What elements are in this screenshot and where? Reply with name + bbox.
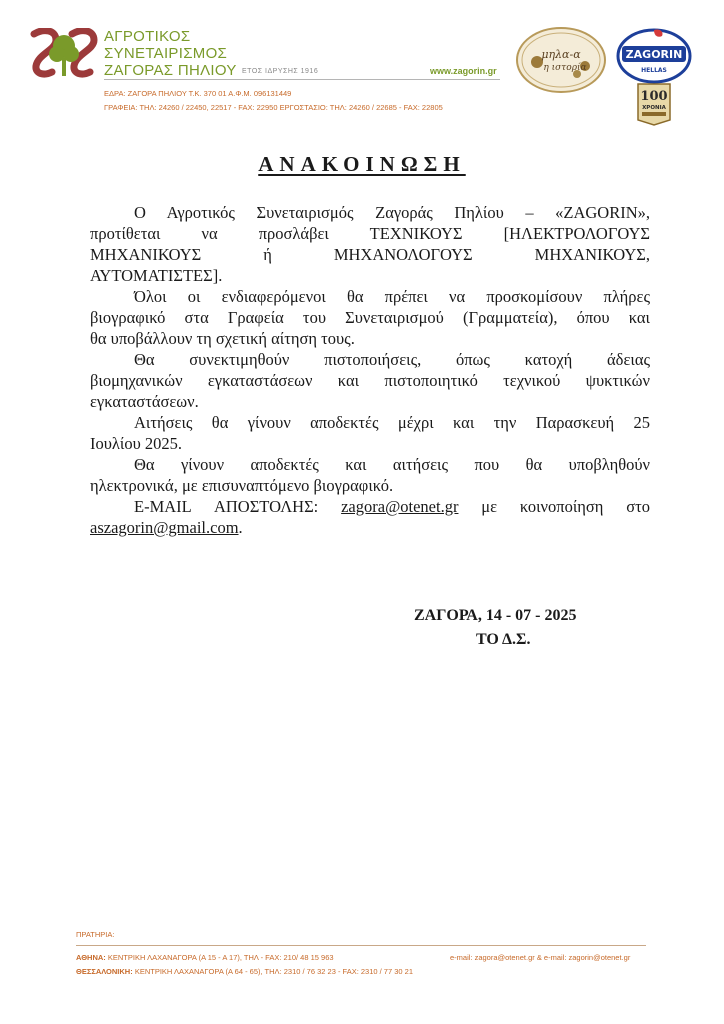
signature-block — [414, 604, 634, 652]
text-line: Αιτήσεις θα γίνουν αποδεκτές μέχρι και την Παρασκευή 25 — [134, 413, 650, 432]
years-label: ΧΡΟΝΙΑ — [642, 105, 666, 111]
text-line: Ιουλίου 2025. — [90, 434, 183, 453]
paragraph-email — [90, 496, 650, 538]
footer-emails: e-mail: zagora@otenet.gr & e-mail: zagorin@otenet.gr — [450, 953, 631, 962]
email-end: . — [238, 518, 243, 537]
website-link[interactable]: www.zagorin.gr — [430, 66, 497, 76]
paragraph-positions — [90, 202, 650, 286]
thessaloniki-address: ΚΕΝΤΡΙΚΗ ΛΑΧΑΝΑΓΟΡΑ (Α 64 - 65), ΤΗΛ: 2310 / 76 32 23 - FAX: 2310 / 77 30 21 — [134, 967, 413, 976]
stores-label: ΠΡΑΤΗΡΙΑ: — [76, 930, 115, 939]
office-phones: ΓΡΑΦΕΙΑ: ΤΗΛ: 24260 / 22450, 22517 - FAX: 22950 ΕΡΓΟΣΤΑΣΙΟ: ΤΗΛ: 24260 / 22685 - FAX: 22805 — [104, 103, 443, 112]
org-name-line-3: ΖΑΓΟΡΑΣ ΠΗΛΙΟΥ — [104, 62, 237, 79]
paragraph-electronic — [90, 454, 650, 496]
letterhead — [0, 0, 724, 130]
text-line: Θα γίνουν αποδεκτές και αιτήσεις που θα υποβληθούν — [134, 455, 650, 474]
thessaloniki-city: ΘΕΣΣΑΛΟΝΙΚΗ: — [76, 967, 133, 976]
text-line: Όλοι οι ενδιαφερόμενοι θα πρέπει να προσκομίσουν πλήρες — [134, 287, 650, 306]
announcement-body — [90, 202, 650, 538]
board-signature: ΤΟ Δ.Σ. — [476, 631, 531, 648]
text-line: ΜΗΧΑΝΙΚΟΥΣ ή ΜΗΧΑΝΟΛΟΓΟΥΣ ΜΗΧΑΝΙΚΟΥΣ, — [90, 245, 650, 264]
header-divider — [104, 79, 500, 80]
thessaloniki-store — [76, 967, 413, 976]
text-line: προτίθεται να προσλάβει ΤΕΧΝΙΚΟΥΣ [ΗΛΕΚΤΡΟΛΟΓΟΥΣ — [90, 224, 650, 243]
text-line: Θα συνεκτιμηθούν πιστοποιήσεις, όπως κατοχή άδειας — [134, 350, 650, 369]
text-line: βιομηχανικών εγκαταστάσεων και πιστοποιητικό τεχνικού ψυκτικών — [90, 371, 650, 390]
text-line: θα υποβάλλουν τη σχετική αίτηση τους. — [90, 329, 355, 348]
text-line: εγκαταστάσεων. — [90, 392, 199, 411]
text-line: βιογραφικό στα Γραφεία του Συνεταιρισμού (Γραμματεία), όπου και — [90, 308, 650, 327]
hundred-years-badge — [634, 80, 674, 126]
text-line: Ο Αγροτικός Συνεταιρισμός Ζαγοράς Πηλίου – «ZAGORIN», — [134, 203, 650, 222]
email-line — [90, 496, 650, 517]
cooperative-logo — [30, 28, 98, 78]
organization-name — [104, 28, 237, 79]
announcement-title — [0, 152, 724, 177]
history-badge-line-2: η ιστορία — [543, 63, 587, 73]
text-line: ηλεκτρονικά, με επισυναπτόμενο βιογραφικό. — [90, 476, 394, 495]
history-badge-line-1: μηλα-α — [541, 48, 581, 61]
email-prefix: E-MAIL ΑΠΟΣΤΟΛΗΣ: — [134, 497, 319, 516]
paragraph-submission — [90, 286, 650, 349]
email-line-2 — [90, 517, 650, 538]
paragraph-certifications — [90, 349, 650, 412]
founded-year: ΕΤΟΣ ΙΔΡΥΣΗΣ 1916 — [242, 68, 319, 75]
footer-divider — [76, 945, 646, 946]
org-name-line-1: ΑΓΡΟΤΙΚΟΣ — [104, 28, 191, 45]
history-apple-badge — [515, 26, 607, 94]
email-middle: με κοινοποίηση στο — [481, 497, 651, 516]
brand-subtitle: HELLAS — [641, 67, 667, 74]
athens-address: ΚΕΝΤΡΙΚΗ ΛΑΧΑΝΑΓΟΡΑ (Α 15 - Α 17), ΤΗΛ - FAX: 210/ 48 15 963 — [107, 953, 334, 962]
years-number: 100 — [640, 89, 668, 104]
secondary-email-link[interactable]: aszagorin@gmail.com — [90, 518, 239, 537]
title-text: ΑΝΑΚΟΙΝΩΣΗ — [258, 152, 466, 176]
text-line: ΑΥΤΟΜΑΤΙΣΤΕΣ]. — [90, 266, 223, 285]
primary-email-link[interactable]: zagora@otenet.gr — [341, 497, 459, 516]
registered-address: ΕΔΡΑ: ΖΑΓΟΡΑ ΠΗΛΙΟΥ Τ.Κ. 370 01 Α.Φ.Μ. 096131449 — [104, 89, 292, 98]
org-name-line-2: ΣΥΝΕΤΑΙΡΙΣΜΟΣ — [104, 45, 228, 62]
place-and-date: ΖΑΓΟΡΑ, 14 - 07 - 2025 — [414, 607, 577, 624]
athens-city: ΑΘΗΝΑ: — [76, 953, 106, 962]
zagorin-brand-logo — [616, 26, 692, 84]
brand-name: ZAGORIN — [625, 48, 683, 61]
athens-store — [76, 953, 334, 962]
paragraph-deadline — [90, 412, 650, 454]
